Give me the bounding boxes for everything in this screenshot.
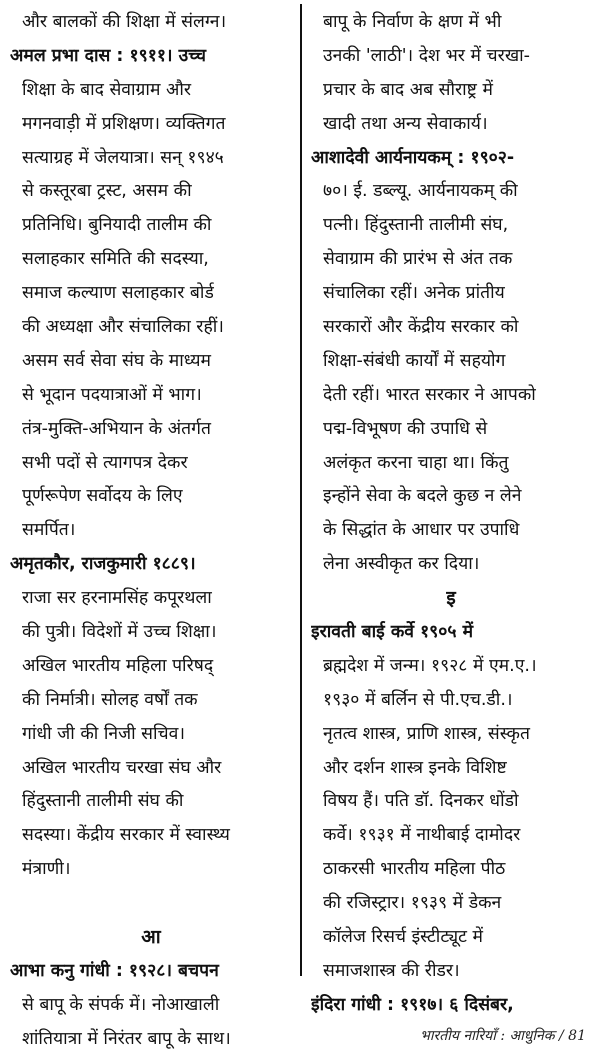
text-line: अखिल भारतीय महिला परिषद्: [22, 655, 214, 676]
section-letter-heading: इ: [446, 587, 456, 610]
text-line: उनकी 'लाठी'। देश भर में चरखा-: [323, 45, 530, 66]
text-line: सरकारों और केंद्रीय सरकार को: [323, 317, 519, 338]
text-line: के सिद्धांत के आधार पर उपाधि: [323, 520, 520, 541]
text-line: १९३० में बर्लिन से पी.एच.डी.।: [323, 689, 513, 710]
left-column: [10, 6, 292, 1057]
text-line: और दर्शन शास्त्र इनके विशिष्ट: [323, 757, 507, 778]
text-line: लेना अस्वीकृत कर दिया।: [323, 554, 480, 575]
text-line: असम सर्व सेवा संघ के माध्यम: [22, 350, 211, 371]
text-line: की अध्यक्षा और संचालिका रहीं।: [22, 317, 224, 338]
text-line: ठाकरसी भारतीय महिला पीठ: [323, 859, 506, 880]
text-line: तंत्र-मुक्ति-अभियान के अंतर्गत: [22, 418, 211, 439]
text-line: ७०। ई. डब्ल्यू. आर्यनायकम् की: [323, 181, 518, 202]
text-line: हिंदुस्तानी तालीमी संघ की: [22, 791, 184, 812]
text-line: गांधी जी की निजी सचिव।: [22, 723, 186, 744]
text-line: बापू के निर्वाण के क्षण में भी: [323, 12, 502, 32]
text-line: इरावती बाई कर्वे १९०५ में: [311, 622, 474, 643]
text-line: आभा कनु गांधी : १९२८। बचपन: [10, 960, 219, 981]
text-line: समाज कल्याण सलाहकार बोर्ड: [22, 283, 214, 304]
text-line: प्रतिनिधि। बुनियादी तालीम की: [22, 215, 212, 236]
text-line: से भूदान पदयात्राओं में भाग।: [22, 384, 202, 405]
page-footer: भारतीय नारियाँ : आधुनिक / 81: [420, 1028, 586, 1044]
text-line: नृतत्व शास्त्र, प्राणि शास्त्र, संस्कृत: [323, 723, 530, 744]
text-line: की निर्मात्री। सोलह वर्षों तक: [22, 689, 198, 710]
text-line: सत्याग्रह में जेलयात्रा। सन् १९४५: [22, 147, 224, 168]
text-line: शांतियात्रा में निरंतर बापू के साथ।: [22, 1028, 231, 1049]
text-line: शिक्षा के बाद सेवाग्राम और: [22, 79, 192, 100]
text-line: से बापू के संपर्क में। नोआखाली: [22, 994, 220, 1015]
text-line: अमल प्रभा दास : १९११। उच्च: [10, 45, 206, 66]
text-line: मगनवाड़ी में प्रशिक्षण। व्यक्तिगत: [22, 113, 226, 134]
text-line: प्रचार के बाद अब सौराष्ट्र में: [323, 79, 493, 100]
text-line: संचालिका रहीं। अनेक प्रांतीय: [323, 283, 505, 304]
text-line: अमृतकौर, राजकुमारी १८८९।: [10, 554, 196, 575]
text-line: सेवाग्राम की प्रारंभ से अंत तक: [323, 249, 513, 270]
text-line: कर्वे। १९३१ में नाथीबाई दामोदर: [323, 825, 521, 846]
text-line: इन्होंने सेवा के बदले कुछ न लेने: [323, 486, 522, 507]
text-line: सलाहकार समिति की सदस्या,: [22, 249, 209, 270]
text-line: समर्पित।: [22, 520, 76, 541]
column-divider: [300, 4, 302, 976]
text-line: अलंकृत करना चाहा था। किंतु: [323, 452, 509, 473]
text-line: पूर्णरूपेण सर्वोदय के लिए: [22, 486, 183, 507]
text-line: राजा सर हरनामसिंह कपूरथला: [22, 588, 212, 609]
text-line: शिक्षा-संबंधी कार्यों में सहयोग: [323, 350, 506, 371]
text-line: अखिल भारतीय चरखा संघ और: [22, 757, 222, 778]
text-line: इंदिरा गांधी : १९१७। ६ दिसंबर,: [311, 994, 514, 1015]
text-line: आशादेवी आर्यनायकम् : १९०२-: [311, 147, 515, 168]
text-line: कॉलेज रिसर्च इंस्टीट्यूट में: [323, 927, 483, 948]
right-column: [311, 6, 591, 1023]
text-line: समाजशास्त्र की रीडर।: [323, 960, 460, 981]
text-line: की पुत्री। विदेशों में उच्च शिक्षा।: [22, 622, 217, 643]
text-line: की रजिस्ट्रार। १९३९ में डेकन: [323, 893, 502, 914]
text-line: खादी तथा अन्य सेवाकार्य।: [323, 113, 488, 134]
text-line: से कस्तूरबा ट्रस्ट, असम की: [22, 181, 192, 202]
section-letter-heading: आ: [141, 926, 161, 949]
text-line: [10, 887, 292, 921]
text-line: सभी पदों से त्यागपत्र देकर: [22, 452, 188, 473]
text-line: ब्रह्मदेश में जन्म। १९२८ में एम.ए.।: [323, 655, 537, 676]
text-line: पत्नी। हिंदुस्तानी तालीमी संघ,: [323, 215, 509, 236]
text-line: सदस्या। केंद्रीय सरकार में स्वास्थ्य: [22, 825, 230, 846]
text-line: मंत्राणी।: [22, 859, 71, 880]
text-line: और बालकों की शिक्षा में संलग्न।: [22, 12, 227, 32]
text-line: देती रहीं। भारत सरकार ने आपको: [323, 384, 536, 405]
text-line: पद्म-विभूषण की उपाधि से: [323, 418, 488, 439]
text-line: विषय हैं। पति डॉ. दिनकर धोंडो: [323, 791, 519, 812]
